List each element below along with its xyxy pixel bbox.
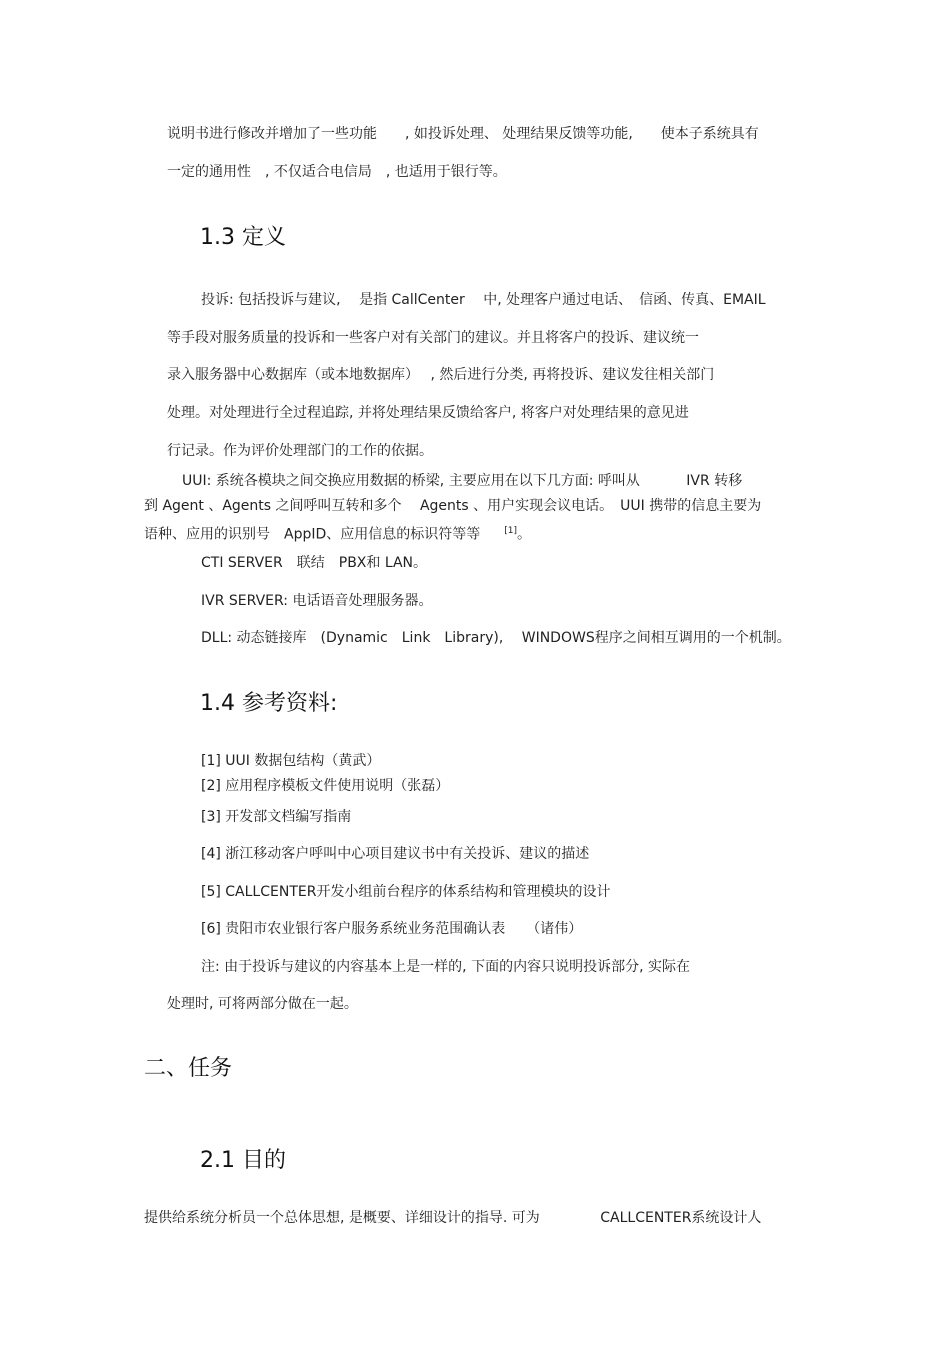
complaint-line-1: 投诉: 包括投诉与建议, 是指 CallCenter 中, 处理客户通过电话、 信函、传真、EMAIL	[201, 292, 766, 308]
complaint-line-5: 行记录。作为评价处理部门的工作的依据。	[167, 443, 433, 459]
note-line-2: 处理时, 可将两部分做在一起。	[167, 996, 358, 1012]
complaint-line-4: 处理。对处理进行全过程追踪, 并将处理结果反馈给客户, 将客户对处理结果的意见进	[167, 405, 689, 421]
intro-line-1: 说明书进行修改并增加了一些功能 , 如投诉处理、 处理结果反馈等功能, 使本子系统具有	[167, 126, 759, 142]
uui-citation: [1]	[504, 526, 518, 536]
section-1-3-heading: 1.3 定义	[200, 225, 286, 250]
purpose-line-1: 提供给系统分析员一个总体思想, 是概要、详细设计的指导. 可为 CALLCENTER系统设计人	[144, 1210, 762, 1226]
uui-line-1: UUI: 系统各模块之间交换应用数据的桥梁, 主要应用在以下几方面: 呼叫从 IVR 转移	[182, 473, 743, 489]
uui-line-2: 到 Agent 、Agents 之间呼叫互转和多个 Agents 、用户实现会议电话。 UUI 携带的信息主要为	[144, 498, 762, 514]
reference-item: [4] 浙江移动客户呼叫中心项目建议书中有关投诉、建议的描述	[201, 846, 590, 862]
reference-item: [2] 应用程序模板文件使用说明（张磊）	[201, 778, 450, 794]
cti-definition: CTI SERVER 联结 PBX和 LAN。	[201, 555, 428, 571]
reference-item: [5] CALLCENTER开发小组前台程序的体系结构和管理模块的设计	[201, 884, 611, 900]
complaint-line-3: 录入服务器中心数据库（或本地数据库） , 然后进行分类, 再将投诉、建议发往相关部门	[167, 367, 715, 383]
reference-item: [1] UUI 数据包结构（黄武）	[201, 753, 381, 769]
section-1-4-heading: 1.4 参考资料:	[200, 691, 338, 716]
reference-item: [3] 开发部文档编写指南	[201, 809, 352, 825]
note-line-1: 注: 由于投诉与建议的内容基本上是一样的, 下面的内容只说明投诉部分, 实际在	[201, 959, 690, 975]
chapter-2-heading: 二、任务	[144, 1056, 233, 1081]
dll-definition: DLL: 动态链接库 (Dynamic Link Library), WINDOWS程序之间相互调用的一个机制。	[201, 630, 791, 646]
ivr-definition: IVR SERVER: 电话语音处理服务器。	[201, 593, 433, 609]
uui-line-3-end: 。	[517, 526, 532, 543]
complaint-line-2: 等手段对服务质量的投诉和一些客户对有关部门的建议。并且将客户的投诉、建议统一	[167, 330, 699, 346]
section-2-1-heading: 2.1 目的	[200, 1148, 286, 1173]
uui-line-3	[144, 522, 531, 544]
reference-item: [6] 贵阳市农业银行客户服务系统业务范围确认表 （诸伟）	[201, 921, 583, 937]
uui-line-3-text: 语种、应用的识别号 AppID、应用信息的标识符等等	[144, 526, 481, 543]
intro-line-2: 一定的通用性 , 不仅适合电信局 , 也适用于银行等。	[167, 164, 507, 180]
